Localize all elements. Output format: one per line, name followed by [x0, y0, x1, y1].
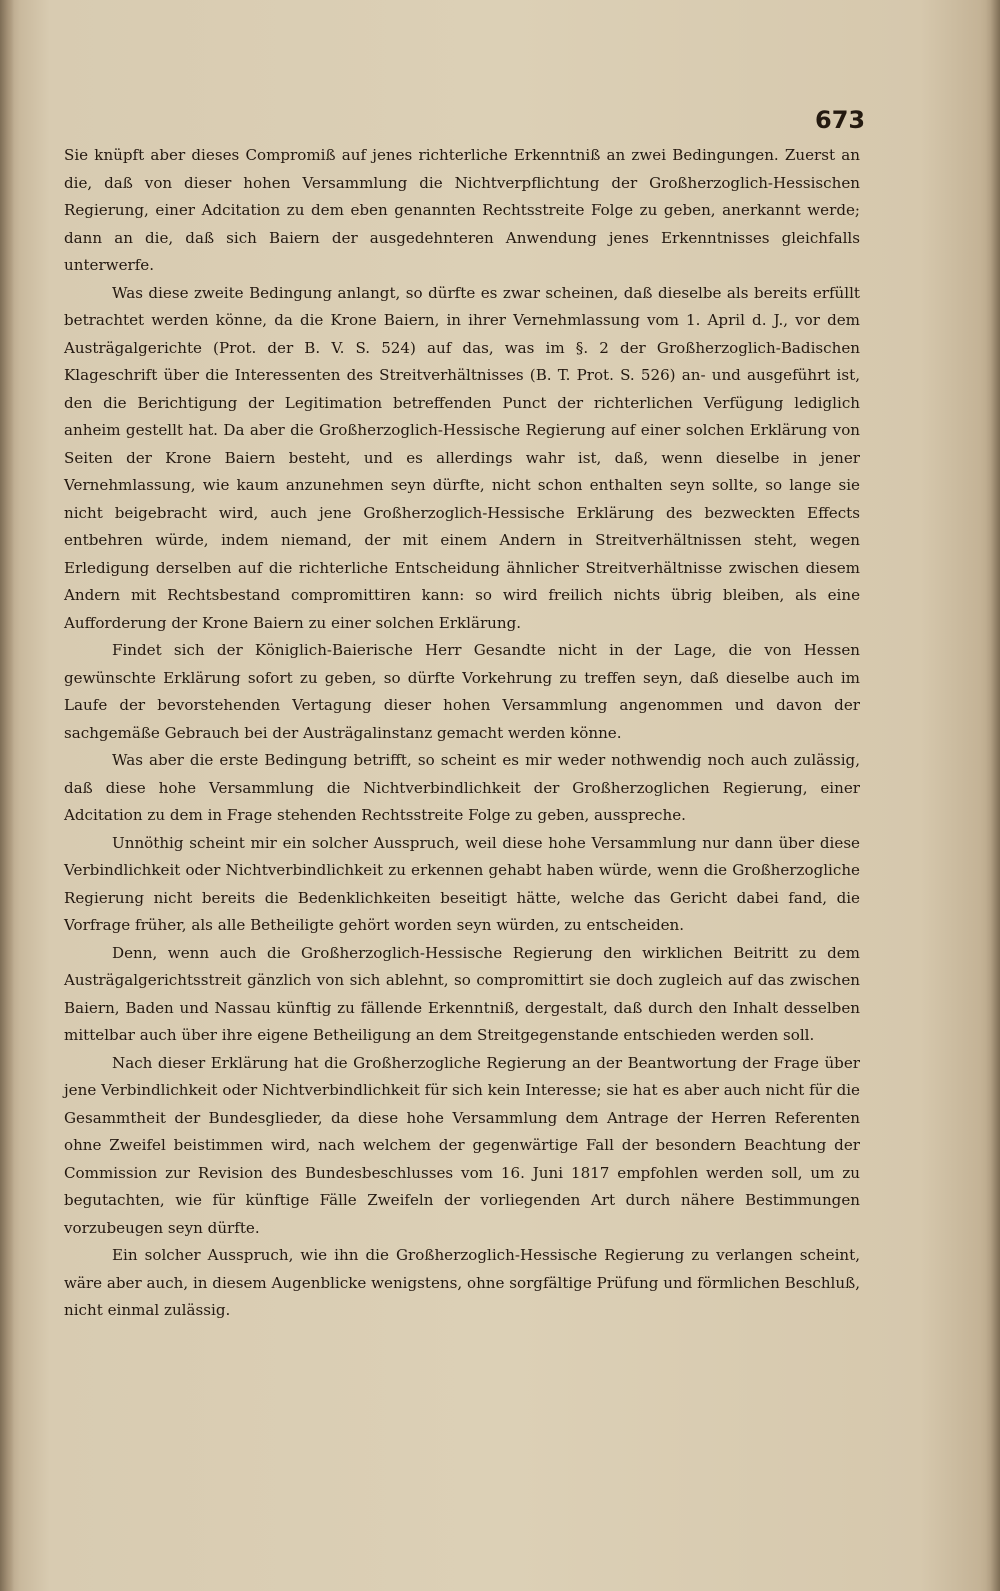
body-text — [64, 142, 860, 1325]
paragraph-1: Sie knüpft aber dieses Compromiß auf jenes richterliche Erkenntniß an zwei Bedingungen. Zuerst an die, daß von dieser hohen Versammlung die Nichtverpflichtung der Großherzoglich-Hessischen Regierung, einer Adcitation zu dem eben genannten Rechtsstreite Folge zu geben, anerkannt werde; dann an die, daß sich Baiern der ausgedehnteren Anwendung jenes Erkenntnisses gleichfalls unterwerfe. — [64, 146, 860, 274]
paragraph-5: Unnöthig scheint mir ein solcher Ausspruch, weil diese hohe Versammlung nur dann über diese Verbindlichkeit oder Nichtverbindlichkeit zu erkennen gehabt haben würde, wenn die Großherzogliche Regierung nicht bereits die Bedenklichkeiten beseitigt hätte, welche das Gericht dabei fand, die Vorfrage früher, als alle Betheiligte gehört worden seyn würden, zu entscheiden. — [64, 833, 860, 934]
paragraph-7: Nach dieser Erklärung hat die Großherzogliche Regierung an der Beantwortung der Frage über jene Verbindlichkeit oder Nichtverbindlichkeit für sich kein Interesse; sie hat es aber auch nicht für die Gesammtheit der Bundesglieder, da diese hohe Versammlung dem Antrage der Herren Referenten ohne Zweifel beistimmen wird, nach welchem der gegenwärtige Fall der besondern Beachtung der Commission zur Revision des Bundesbeschlusses vom 16. Juni 1817 empfohlen werden soll, um zu begutachten, wie für künftige Fälle Zweifeln der vorliegenden Art durch nähere Bestimmungen vorzubeugen seyn dürfte. — [64, 1053, 860, 1237]
page-left-edge — [0, 0, 14, 1591]
paragraph-6: Denn, wenn auch die Großherzoglich-Hessische Regierung den wirklichen Beitritt zu dem Austrägalgerichtsstreit gänzlich von sich ablehnt, so compromittirt sie doch zugleich auf das zwischen Baiern, Baden und Nassau künftig zu fällende Erkenntniß, dergestalt, daß durch den Inhalt desselben mittelbar auch über ihre eigene Betheiligung an dem Streitgegenstande entschieden werden soll. — [64, 943, 860, 1044]
page-right-edge — [986, 0, 1000, 1591]
paragraph-8: Ein solcher Ausspruch, wie ihn die Großherzoglich-Hessische Regierung zu verlangen scheint, wäre aber auch, in diesem Augenblicke wenigstens, ohne sorgfältige Prüfung und förmlichen Beschluß, nicht einmal zulässig. — [64, 1246, 860, 1319]
paragraph-4: Was aber die erste Bedingung betrifft, so scheint es mir weder nothwendig noch auch zulässig, daß diese hohe Versammlung die Nichtverbindlichkeit der Großherzoglichen Regierung, einer Adcitation zu dem in Frage stehenden Rechtsstreite Folge zu geben, ausspreche. — [64, 751, 860, 824]
paragraph-2: Was diese zweite Bedingung anlangt, so dürfte es zwar scheinen, daß dieselbe als bereits erfüllt betrachtet werden könne, da die Krone Baiern, in ihrer Vernehmlassung vom 1. April d. J., vor dem Austrägalgerichte (Prot. der B. V. S. 524) auf das, was im §. 2 der Großherzoglich-Badischen Klageschrift über die Interessenten des Streitverhältnisses (B. T. Prot. S. 526) an- und ausgeführt ist, den die Berichtigung der Legitimation betreffenden Punct der richterlichen Verfügung lediglich anheim gestellt hat. Da aber die Großherzoglich-Hessische Regierung auf einer solchen Erklärung von Seiten der Krone Baiern besteht, und es allerdings wahr ist, daß, wenn dieselbe in jener Vernehmlassung, wie kaum anzunehmen seyn dürfte, nicht schon enthalten seyn sollte, so lange sie nicht beigebracht wird, auch jene Großherzoglich-Hessische Erklärung des bezweckten Effects entbehren würde, indem niemand, der mit einem Andern in Streitverhältnissen steht, wegen Erledigung derselben auf die richterliche Entscheidung ähnlicher Streitverhältnisse zwischen diesem Andern mit Rechtsbestand compromittiren kann: so wird freilich nichts übrig bleiben, als eine Aufforderung der Krone Baiern zu einer solchen Erklärung. — [64, 283, 860, 632]
paragraph-3: Findet sich der Königlich-Baierische Herr Gesandte nicht in der Lage, die von Hessen gewünschte Erklärung sofort zu geben, so dürfte Vorkehrung zu treffen seyn, daß dieselbe auch im Laufe der bevorstehenden Vertagung dieser hohen Versammlung angenommen und davon der sachgemäße Gebrauch bei der Austrägalinstanz gemacht werden könne. — [64, 641, 860, 742]
page-number: 673 — [815, 106, 866, 134]
